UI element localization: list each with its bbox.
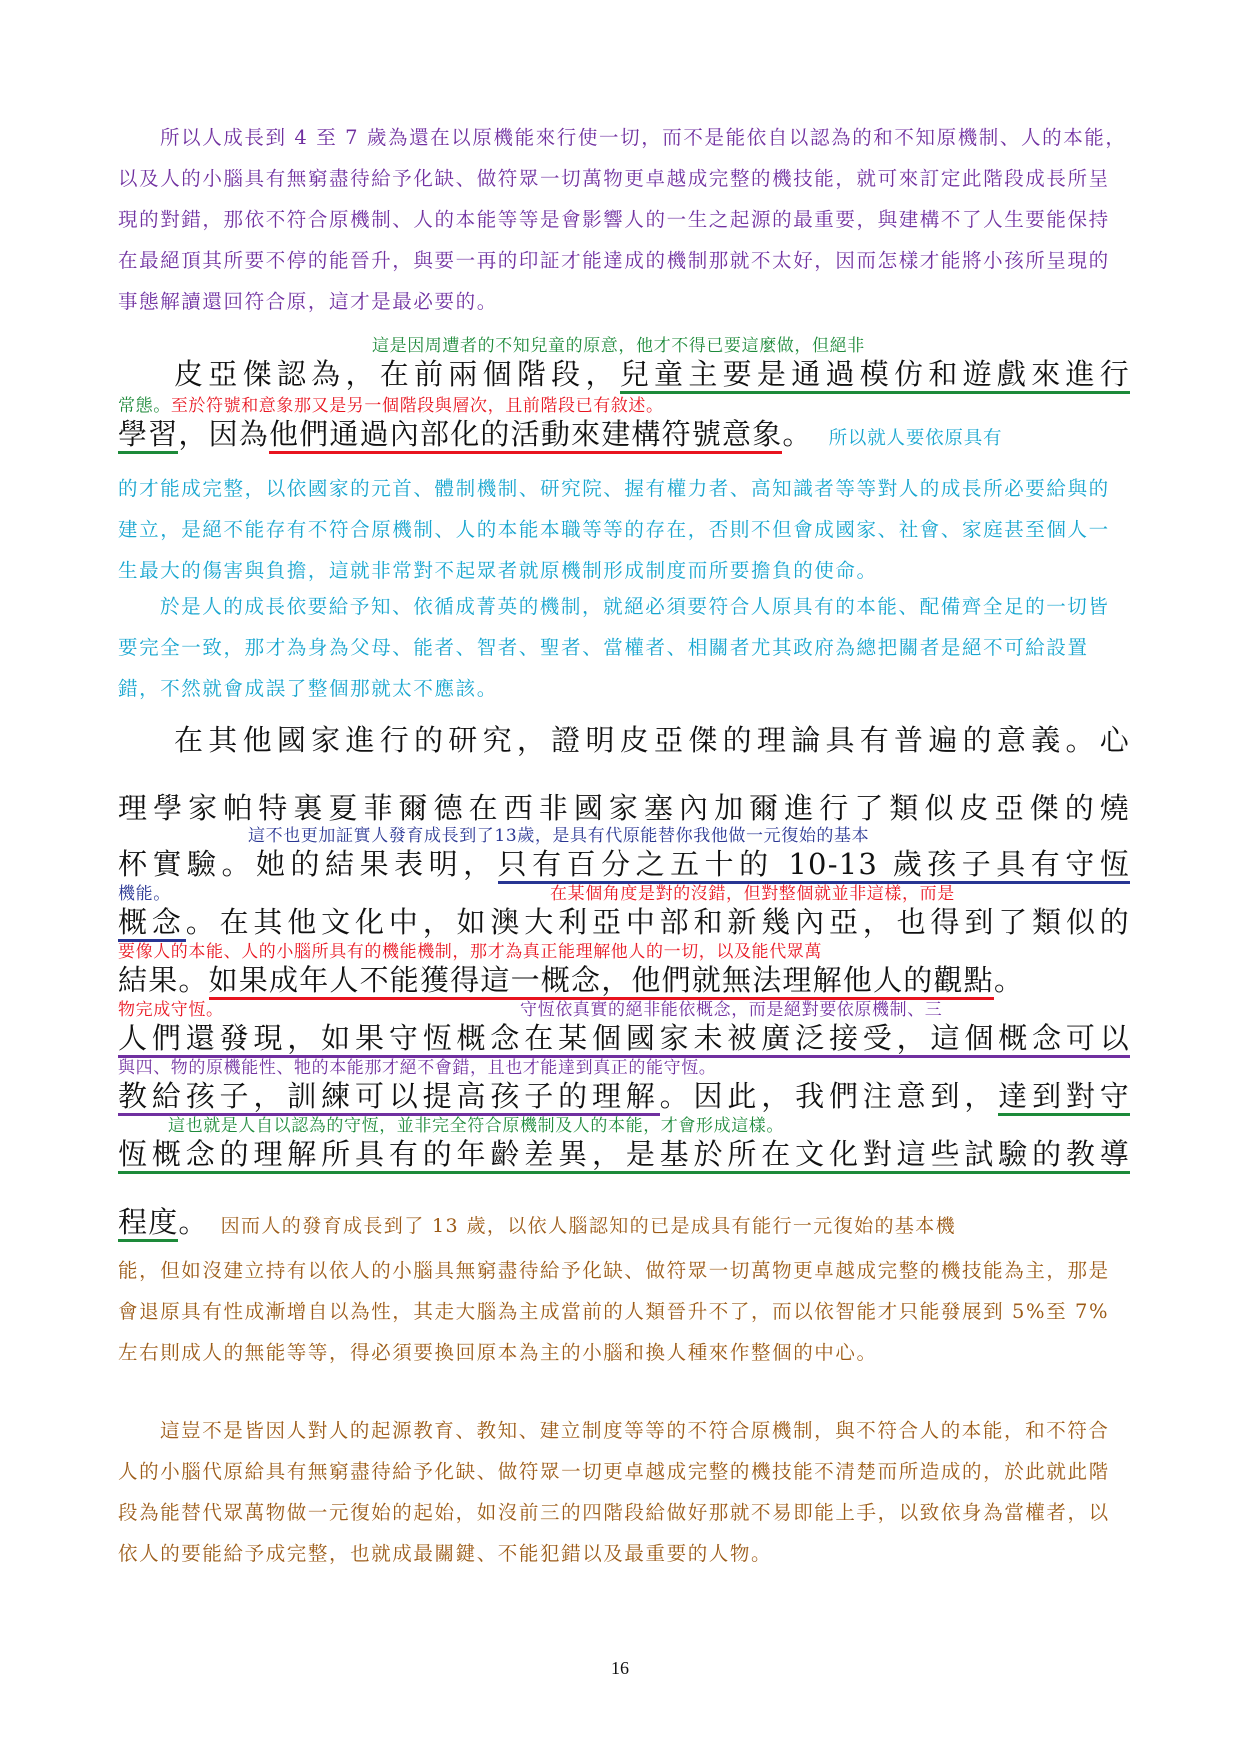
annotation-green-3: 這也就是人自以認為的守恆，並非完全符合原機制及人的本能，才會形成這樣。 — [168, 1116, 784, 1136]
quoted-line-9 — [118, 1078, 1130, 1114]
page-number: 16 — [611, 1658, 629, 1678]
commentary-inline: 因而人的發育成長到了 13 歲，以依人腦認知的已是成具有能行一元復始的基本機 — [220, 1215, 957, 1237]
commentary-paragraph-5: 這豈不是皆因人對人的起源教育、教知、建立制度等等的不符合原機制，與不符合人的本能，和不符合人的小腦代原給具有無窮盡待給予化缺、做符眾一切更卓越成完整的機技能不清楚而所造成的，於此就此階段為能替代眾萬物做一元復始的起始，如沒前三的四階段給做好那就不易即能上手，以致依身為當權者，以依人的要能給予成完整，也就成最關鍵、不能犯錯以及最重要的人物。 — [118, 1419, 1110, 1565]
underlined-phrase: 只有百分之五十的 10-13 歲孩子具有守恆 — [498, 847, 1130, 884]
underlined-phrase: 達到對守 — [998, 1079, 1130, 1116]
quoted-line-8 — [118, 1020, 1130, 1056]
quoted-line-4: 理學家帕特裏夏菲爾德在西非國家塞內加爾進行了類似皮亞傑的燒 — [118, 791, 1130, 825]
quoted-text: 。 — [782, 417, 813, 451]
quoted-line-10 — [118, 1136, 1130, 1172]
quoted-text: 皮亞傑認為，在前兩個階段， — [174, 357, 620, 391]
annotation-purple-2: 與四、物的原機能性、牠的本能那才絕不會錯，且也才能達到真正的能守恆。 — [118, 1058, 717, 1078]
quoted-line-2 — [118, 416, 1130, 452]
quoted-text: ，因為 — [178, 417, 270, 451]
annotation-red-1: 至於符號和意象那又是另一個階段與層次，且前階段已有敘述。 — [170, 396, 664, 416]
annotation-red-2: 在某個角度是對的沒錯，但對整個就並非這樣，而是 — [550, 884, 955, 904]
commentary-paragraph-4: 能，但如沒建立持有以依人的小腦具無窮盡待給予化缺、做符眾一切萬物更卓越成完整的機技能為主，那是會退原具有性成漸增自以為性，其走大腦為主成當前的人類晉升不了，而以依智能才只能發展到 5%至 7%左右則成人的無能等等，得必須要換回原本為主的小腦和換人種來作整個的中心。 — [118, 1259, 1110, 1364]
annotation-row-2 — [118, 396, 664, 416]
quoted-text: 。在其他文化中，如澳大利亞中部和新幾內亞，也得到了類似的 — [185, 905, 1130, 939]
underlined-phrase: 人們還發現，如果守恆概念在某個國家未被廣泛接受，這個概念可以 — [118, 1021, 1130, 1058]
quoted-text: 杯實驗。她的結果表明， — [118, 847, 498, 881]
underlined-phrase: 如果成年人不能獲得這一概念，他們就無法理解他人的觀點 — [209, 963, 994, 1000]
quoted-text: 結果。 — [118, 963, 209, 997]
commentary-paragraph-2: 的才能成完整，以依國家的元首、體制機制、研究院、握有權力者、高知識者等等對人的成長所必要給與的建立，是絕不能存有不符合原機制、人的本能本職等等的存在，否則不但會成國家、社會、家庭甚至個人一生最大的傷害與負擔，這就非常對不起眾者就原機制形成制度而所要擔負的使命。 — [118, 477, 1110, 582]
commentary-paragraph-1: 所以人成長到 4 至 7 歲為還在以原機能來行使一切，而不是能依自以認為的和不知原機制、人的本能，以及人的小腦具有無窮盡待給予化缺、做符眾一切萬物更卓越成完整的機技能，就可來訂定此階段成長所呈現的對錯，那依不符合原機制、人的本能等等是會影響人的一生之起源的最重要，與建構不了人生要能保持在最絕頂其所要不停的能晉升，與要一再的印証才能達成的機制那就不太好，因而怎樣才能將小孩所呈現的事態解讀還回符合原，這才是最必要的。 — [118, 126, 1127, 313]
annotation-red-3: 要像人的本能、人的小腦所具有的機能機制，那才為真正能理解他人的一切，以及能代眾萬 — [118, 942, 822, 962]
quoted-text: 。 — [178, 1205, 209, 1239]
underlined-phrase: 教給孩子，訓練可以提高孩子的理解 — [118, 1079, 660, 1116]
annotation-purple-1: 守恆依真實的絕非能依概念，而是絕對要依原機制、三 — [520, 1000, 943, 1020]
quoted-line-11 — [118, 1204, 1130, 1240]
underlined-phrase: 兒童主要是通過模仿和遊戲來進行 — [620, 357, 1130, 394]
underlined-phrase: 學習 — [118, 417, 178, 454]
annotation-navy-1: 這不也更加証實人發育成長到了13歲，是具有代原能替你我他做一元復始的基本 — [248, 826, 870, 846]
underlined-phrase: 他們通過內部化的活動來建構符號意象 — [269, 417, 782, 454]
annotation-green-2: 常態。 — [118, 396, 171, 416]
underlined-phrase: 恆概念的理解所具有的年齡差異，是基於所在文化對這些試驗的教導 — [118, 1137, 1130, 1174]
commentary-inline: 所以就人要依原具有 — [828, 428, 1003, 449]
quoted-line-7 — [118, 962, 1130, 998]
annotation-green-1: 這是因周遭者的不知兒童的原意，他才不得已要這麼做，但絕非 — [372, 336, 865, 356]
commentary-paragraph-3: 於是人的成長依要給予知、依循成菁英的機制，就絕必須要符合人原具有的本能、配備齊全足的一切皆要完全一致，那才為身為父母、能者、智者、聖者、當權者、相關者尤其政府為總把關者是絕不可給設置錯，不然就會成誤了整個那就太不應該。 — [118, 595, 1110, 700]
quoted-line-6 — [118, 904, 1130, 940]
underlined-phrase: 程度 — [118, 1205, 178, 1242]
underlined-phrase: 概念 — [118, 905, 186, 942]
quoted-line-1 — [118, 356, 1130, 392]
quoted-line-5 — [118, 846, 1130, 882]
annotation-navy-2: 機能。 — [118, 884, 171, 904]
quoted-line-3: 在其他國家進行的研究，證明皮亞傑的理論具有普遍的意義。心 — [174, 723, 1130, 757]
annotation-red-4: 物完成守恆。 — [118, 1000, 224, 1020]
quoted-text: 。 — [993, 963, 1025, 997]
quoted-text: 。因此，我們注意到， — [659, 1079, 999, 1113]
